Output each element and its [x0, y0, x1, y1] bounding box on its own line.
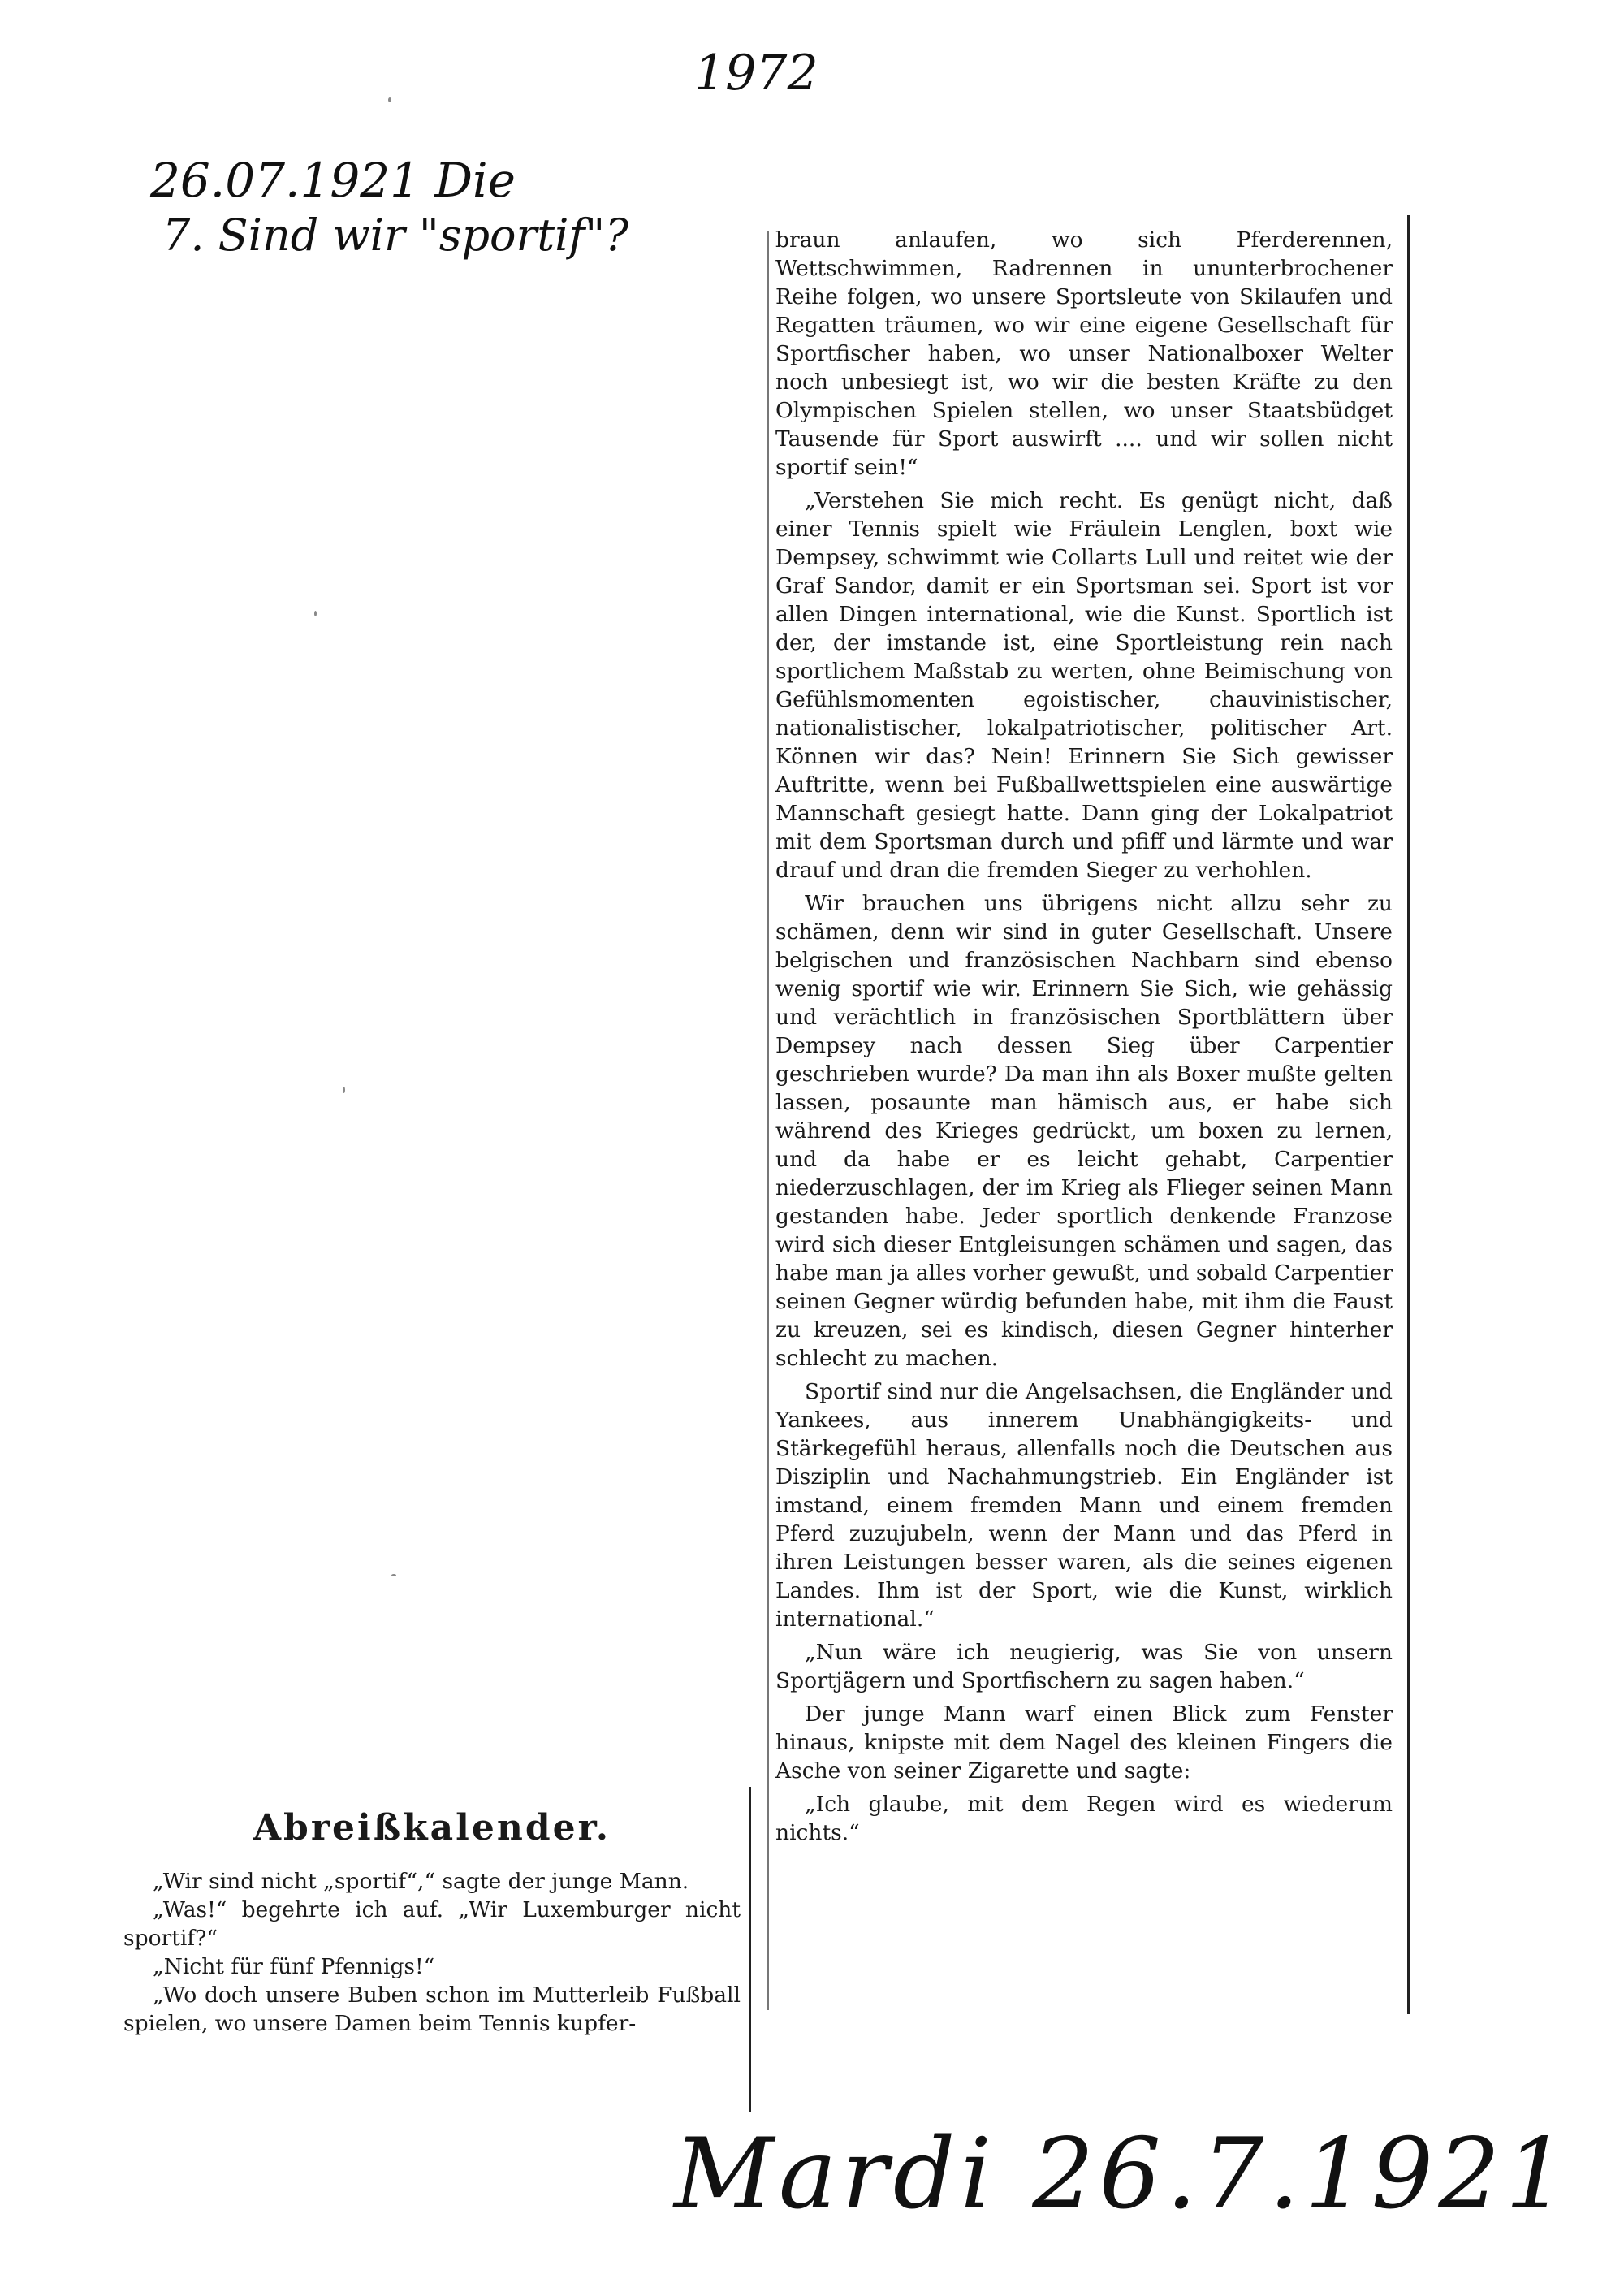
article-paragraph: „Nicht für fünf Pfennigs!“ [153, 1954, 435, 1979]
article-paragraph: braun anlaufen, wo sich Pferderennen, Wettschwimmen, Radrennen in ununterbrochener Reihe folgen, wo unsere Sportsleute von Skilaufen und Regatten träumen, wo wir eine eigene Gesellschaft für Sportfischer haben, wo unser Nationalboxer Welter noch unbesiegt ist, wo wir die besten Kräfte zu den Olympischen Spielen stellen, wo unser Staatsbüdget Tausende für Sport auswirft .... und wir sollen nicht sportif sein!“ [775, 227, 1393, 480]
scan-speck [388, 97, 391, 102]
handwritten-date: 26.07.1921 Die [150, 153, 516, 208]
handwritten-title: 7. Sind wir "sportif"? [162, 210, 629, 261]
handwritten-archive-number: 1972 [694, 45, 818, 102]
column-margin-line [767, 231, 769, 2010]
column-divider [1407, 215, 1410, 2014]
article-right-column [775, 226, 1393, 1847]
article-paragraph: „Was!“ begehrte ich auf. „Wir Luxemburger nicht sportif?“ [123, 1897, 741, 1951]
article-heading: Abreißkalender. [253, 1807, 611, 1848]
article-paragraph: Der junge Mann warf einen Blick zum Fenster hinaus, knipste mit dem Nagel des kleinen Fingers die Asche von seiner Zigarette und sagte: [775, 1701, 1393, 1784]
handwritten-bottom-date: Mardi 26.7.1921 [674, 2118, 1572, 2231]
scan-speck [314, 611, 317, 616]
article-paragraph: „Ich glaube, mit dem Regen wird es wiederum nichts.“ [775, 1792, 1393, 1845]
article-paragraph: Sportif sind nur die Angelsachsen, die Engländer und Yankees, aus innerem Unabhängigkeits- und Stärkegefühl heraus, allenfalls noch die Deutschen aus Disziplin und Nachahmungstrieb. Ein Engländer ist imstand, einem fremden Mann und einem fremden Pferd zuzujubeln, wenn der Mann und das Pferd in ihren Leistungen besser waren, als die seines eigenen Landes. Ihm ist der Sport, wie die Kunst, wirklich international.“ [775, 1379, 1393, 1632]
column-divider [749, 1787, 751, 2112]
article-left-column [123, 1807, 741, 2038]
article-paragraph: „Verstehen Sie mich recht. Es genügt nicht, daß einer Tennis spielt wie Fräulein Lenglen, boxt wie Dempsey, schwimmt wie Collarts Lull und reitet wie der Graf Sandor, damit er ein Sportsman sei. Sport ist vor allen Dingen international, wie die Kunst. Sportlich ist der, der imstande ist, eine Sportleistung rein nach sportlichem Maßstab zu werten, ohne Beimischung von Gefühlsmomenten egoistischer, chauvinistischer, nationalistischer, lokalpatriotischer, politischer Art. Können wir das? Nein! Erinnern Sie Sich gewisser Auftritte, wenn bei Fußballwettspielen eine auswärtige Mannschaft gesiegt hatte. Dann ging der Lokalpatriot mit dem Sportsman durch und pfiff und lärmte und war drauf und dran die fremden Sieger zu verhohlen. [775, 488, 1393, 883]
scan-speck [343, 1087, 345, 1093]
article-paragraph: „Wir sind nicht „sportif“,“ sagte der junge Mann. [153, 1869, 689, 1894]
article-paragraph: Wir brauchen uns übrigens nicht allzu sehr zu schämen, denn wir sind in guter Gesellschaft. Unsere belgischen und französischen Nachbarn sind ebenso wenig sportif wie wir. Erinnern Sie Sich, wie gehässig und verächtlich in französischen Sportblättern über Dempsey nach dessen Sieg über Carpentier geschrieben wurde? Da man ihn als Boxer mußte gelten lassen, posaunte man hämisch aus, er habe sich während des Krieges gedrückt, um boxen zu lernen, und da habe er es leicht gehabt, Carpentier niederzuschlagen, der im Krieg als Flieger seinen Mann gestanden habe. Jeder sportlich denkende Franzose wird sich dieser Entgleisungen schämen und sagen, das habe man ja alles vorher gewußt, und sobald Carpentier seinen Gegner würdig befunden habe, mit ihm die Faust zu kreuzen, sei es kindisch, diesen Gegner hinterher schlecht zu machen. [775, 891, 1393, 1371]
scan-speck [391, 1574, 396, 1576]
article-paragraph: „Nun wäre ich neugierig, was Sie von unsern Sportjägern und Sportfischern zu sagen haben.“ [775, 1640, 1393, 1693]
article-paragraph: „Wo doch unsere Buben schon im Mutterleib Fußball spielen, wo unsere Damen beim Tennis kupfer- [123, 1983, 741, 2036]
